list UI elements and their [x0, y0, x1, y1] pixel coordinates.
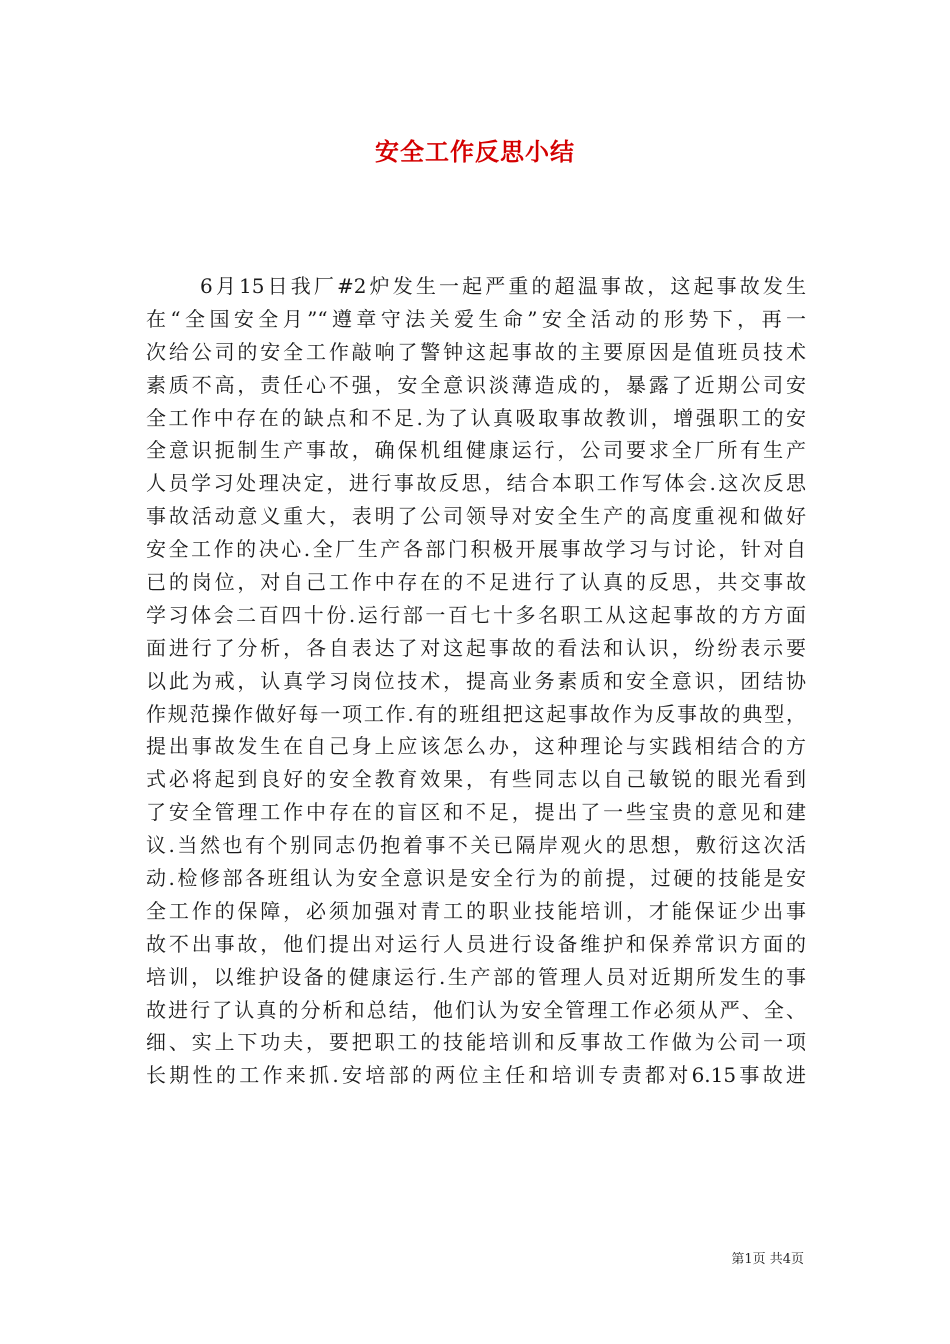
text-line: 在“全国安全月”“遵章守法关爱生命”安全活动的形势下，再一: [146, 306, 806, 331]
text-line: 全意识扼制生产事故，确保机组健康运行，公司要求全厂所有生产: [146, 438, 806, 463]
text-line: 动.检修部各班组认为安全意识是安全行为的前提，过硬的技能是安: [146, 866, 806, 891]
text-line: 人员学习处理决定，进行事故反思，结合本职工作写体会.这次反思: [146, 471, 806, 496]
text-line: 以此为戒，认真学习岗位技术，提高业务素质和安全意识，团结协: [146, 668, 806, 693]
text-line: 次给公司的安全工作敲响了警钟这起事故的主要原因是值班员技术: [146, 339, 806, 364]
text-line: 全工作的保障，必须加强对青工的职业技能培训，才能保证少出事: [146, 898, 806, 923]
body-paragraph: [146, 270, 806, 1092]
text-line: 已的岗位，对自己工作中存在的不足进行了认真的反思，共交事故: [146, 570, 806, 595]
text-line: 面进行了分析，各自表达了对这起事故的看法和认识，纷纷表示要: [146, 635, 806, 660]
text-line: 故不出事故，他们提出对运行人员进行设备维护和保养常识方面的: [146, 931, 806, 956]
text-line: 安全工作的决心.全厂生产各部门积极开展事故学习与讨论，针对自: [146, 537, 806, 562]
text-line: 作规范操作做好每一项工作.有的班组把这起事故作为反事故的典型，: [146, 701, 806, 726]
text-line: 了安全管理工作中存在的盲区和不足，提出了一些宝贵的意见和建: [146, 800, 806, 825]
text-line: 学习体会二百四十份.运行部一百七十多名职工从这起事故的方方面: [146, 602, 806, 627]
text-line: 6月15日我厂#2炉发生一起严重的超温事故，这起事故发生: [200, 274, 806, 298]
text-line: 全工作中存在的缺点和不足.为了认真吸取事故教训，增强职工的安: [146, 405, 806, 430]
text-line: 素质不高，责任心不强，安全意识淡薄造成的，暴露了近期公司安: [146, 372, 806, 397]
page-number-footer: 第1页 共4页: [731, 1252, 804, 1267]
text-line: 培训，以维护设备的健康运行.生产部的管理人员对近期所发生的事: [146, 964, 806, 989]
text-line: 细、实上下功夫，要把职工的技能培训和反事故工作做为公司一项: [146, 1030, 806, 1055]
text-line: 故进行了认真的分析和总结，他们认为安全管理工作必须从严、全、: [146, 997, 806, 1022]
text-line: 事故活动意义重大，表明了公司领导对安全生产的高度重视和做好: [146, 504, 806, 529]
text-line: 议.当然也有个别同志仍抱着事不关已隔岸观火的思想，敷衍这次活: [146, 833, 806, 858]
text-line: 长期性的工作来抓.安培部的两位主任和培训专责都对6.15事故进: [146, 1063, 806, 1088]
text-line: 提出事故发生在自己身上应该怎么办，这种理论与实践相结合的方: [146, 734, 806, 759]
text-line: 式必将起到良好的安全教育效果，有些同志以自己敏锐的眼光看到: [146, 767, 806, 792]
page-title: 安全工作反思小结: [375, 138, 575, 166]
